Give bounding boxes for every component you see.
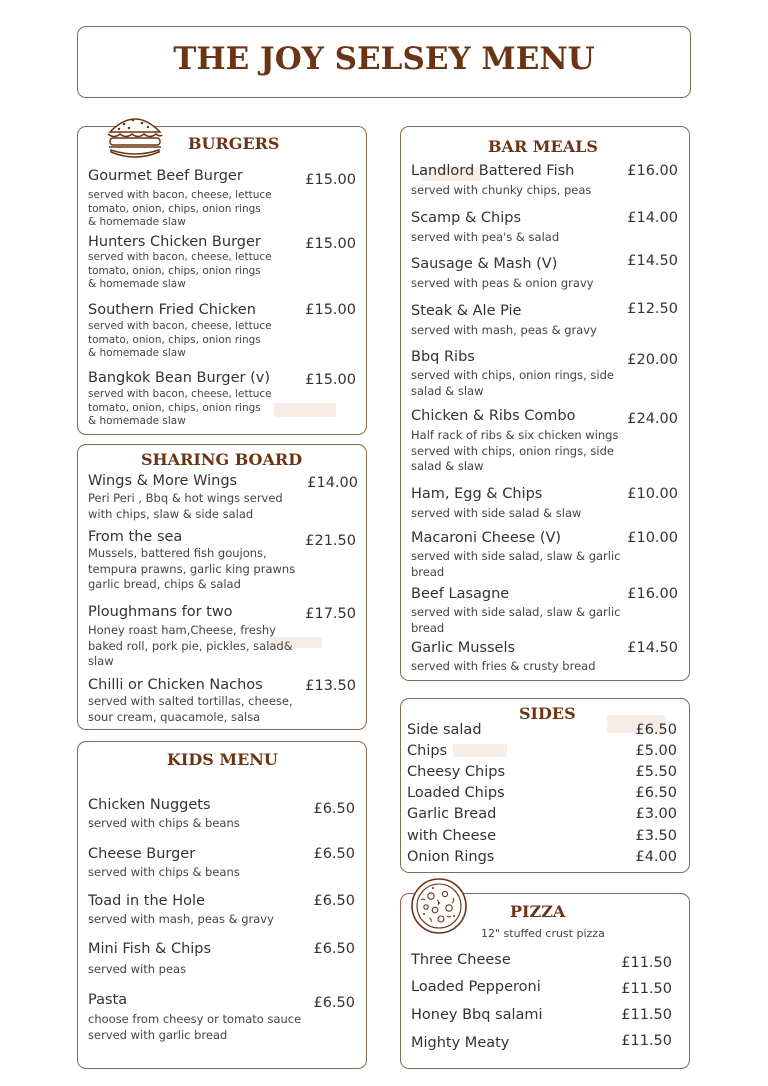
item-name: Side salad (407, 722, 482, 738)
menu-title-box (77, 26, 691, 98)
item-name: Loaded Chips (407, 785, 505, 801)
item-name: Chips (407, 743, 448, 759)
item-price: £14.00 (627, 210, 678, 226)
item-price: £10.00 (627, 530, 678, 546)
side-item (407, 828, 677, 849)
item-description: served with chips, onion rings, side salad & slaw (411, 368, 614, 398)
item-price: £4.00 (635, 849, 677, 865)
item-price: £6.50 (313, 893, 355, 909)
item-name: Chicken Nuggets (88, 797, 211, 813)
item-name: Macaroni Cheese (V) (411, 530, 562, 546)
item-name: Three Cheese (411, 952, 511, 968)
sharing-board-title: SHARING BOARD (141, 450, 303, 469)
item-price: £6.50 (313, 801, 355, 817)
item-price: £15.00 (305, 302, 356, 318)
item-price: £14.50 (627, 640, 678, 656)
item-price: £12.50 (627, 301, 678, 317)
burger-icon (104, 110, 166, 160)
item-description: served with chips & beans (88, 865, 240, 879)
item-price: £21.50 (305, 533, 356, 549)
item-price: £24.00 (627, 411, 678, 427)
item-description: served with side salad & slaw (411, 506, 582, 520)
item-price: £6.50 (635, 722, 677, 738)
item-description: served with side salad, slaw & garlic bread (411, 605, 621, 635)
item-name: Garlic Bread (407, 806, 497, 822)
item-name: From the sea (88, 529, 183, 545)
item-name: Mighty Meaty (411, 1035, 510, 1051)
menu-title: THE JOY SELSEY MENU (173, 41, 595, 77)
item-price: £6.50 (313, 846, 355, 862)
sharing-board-section (77, 444, 367, 730)
item-name: Toad in the Hole (88, 893, 205, 909)
item-name: Garlic Mussels (411, 640, 516, 656)
item-name: Mini Fish & Chips (88, 941, 212, 957)
side-item (407, 764, 677, 785)
item-name: Beef Lasagne (411, 586, 510, 602)
burgers-title: BURGERS (188, 134, 280, 153)
side-item (407, 743, 677, 764)
item-description: served with mash, peas & gravy (88, 912, 274, 926)
item-price: £15.00 (305, 372, 356, 388)
item-price: £11.50 (621, 955, 672, 971)
item-name: Loaded Pepperoni (411, 979, 541, 995)
bar-meals-section (400, 126, 690, 681)
side-item (407, 849, 677, 870)
item-description: served with peas & onion gravy (411, 276, 594, 290)
item-name: Bangkok Bean Burger (v) (88, 370, 270, 386)
kids-menu-title: KIDS MENU (167, 750, 278, 769)
item-price: £11.50 (621, 1007, 672, 1023)
item-description: Peri Peri , Bbq & hot wings served with chips, slaw & side salad (88, 491, 283, 521)
item-price: £20.00 (627, 352, 678, 368)
item-name: Chicken & Ribs Combo (411, 408, 576, 424)
item-name: Steak & Ale Pie (411, 303, 522, 319)
item-name: Cheese Burger (88, 846, 196, 862)
item-description: served with bacon, cheese, lettuce tomato, onion, chips, onion rings & homemade slaw (88, 251, 272, 290)
item-description: Honey roast ham,Cheese, freshy baked roll, pork pie, pickles, salad& slaw (88, 623, 293, 668)
item-description: Half rack of ribs & six chicken wings served with chips, onion rings, side salad & slaw (411, 428, 619, 473)
burgers-section (77, 126, 367, 435)
item-price: £16.00 (627, 163, 678, 179)
item-description: served with chips & beans (88, 816, 240, 830)
item-description: served with mash, peas & gravy (411, 323, 597, 337)
item-price: £14.50 (627, 253, 678, 269)
item-name: Hunters Chicken Burger (88, 234, 261, 250)
item-description: served with bacon, cheese, lettuce tomato, onion, chips, onion rings & homemade slaw (88, 388, 272, 427)
item-price: £11.50 (621, 981, 672, 997)
item-name: Wings & More Wings (88, 473, 238, 489)
item-name: Honey Bbq salami (411, 1007, 543, 1023)
item-price: £14.00 (307, 475, 358, 491)
highlight-mark (274, 403, 336, 417)
pizza-title: PIZZA (510, 902, 566, 921)
item-description: served with bacon, cheese, lettuce tomato, onion, chips, onion rings & homemade slaw (88, 189, 272, 228)
item-price: £5.00 (635, 743, 677, 759)
item-description: served with side salad, slaw & garlic bread (411, 549, 621, 579)
item-description: served with chunky chips, peas (411, 183, 592, 197)
item-price: £3.50 (635, 828, 677, 844)
item-price: £13.50 (305, 678, 356, 694)
item-price: £15.00 (305, 172, 356, 188)
item-description: served with fries & crusty bread (411, 659, 596, 673)
item-name: Cheesy Chips (407, 764, 506, 780)
item-price: £17.50 (305, 606, 356, 622)
item-price: £16.00 (627, 586, 678, 602)
kids-menu-section (77, 741, 367, 1069)
sides-title: SIDES (519, 704, 576, 723)
item-price: £11.50 (621, 1033, 672, 1049)
item-description: Mussels, battered fish goujons, tempura prawns, garlic king prawns garlic bread, chips & salad (88, 546, 296, 591)
item-description: served with peas (88, 962, 187, 976)
item-price: £6.50 (313, 995, 355, 1011)
item-description: choose from cheesy or tomato sauce served with garlic bread (88, 1012, 302, 1042)
item-name: Sausage & Mash (V) (411, 256, 558, 272)
item-name: Bbq Ribs (411, 349, 475, 365)
item-name: Scamp & Chips (411, 210, 522, 226)
item-name: Ploughmans for two (88, 604, 233, 620)
item-description: served with bacon, cheese, lettuce tomato, onion, chips, onion rings & homemade slaw (88, 320, 272, 359)
item-price: £5.50 (635, 764, 677, 780)
side-item (407, 722, 677, 743)
side-item (407, 785, 677, 806)
item-name: Southern Fried Chicken (88, 302, 256, 318)
bar-meals-title: BAR MEALS (488, 137, 598, 156)
item-price: £3.00 (635, 806, 677, 822)
item-price: £10.00 (627, 486, 678, 502)
item-name: Chilli or Chicken Nachos (88, 677, 263, 693)
item-price: £15.00 (305, 236, 356, 252)
item-name: Gourmet Beef Burger (88, 168, 243, 184)
item-name: Pasta (88, 992, 128, 1008)
sides-section (400, 698, 690, 873)
pizza-subtitle: 12" stuffed crust pizza (481, 927, 605, 940)
item-name: Landlord Battered Fish (411, 163, 575, 179)
item-name: with Cheese (407, 828, 497, 844)
side-item (407, 806, 677, 827)
item-description: served with pea's & salad (411, 230, 560, 244)
item-price: £6.50 (635, 785, 677, 801)
pizza-icon (409, 876, 469, 936)
item-price: £6.50 (313, 941, 355, 957)
item-description: served with salted tortillas, cheese, sour cream, quacamole, salsa (88, 694, 293, 724)
item-name: Onion Rings (407, 849, 495, 865)
item-name: Ham, Egg & Chips (411, 486, 543, 502)
